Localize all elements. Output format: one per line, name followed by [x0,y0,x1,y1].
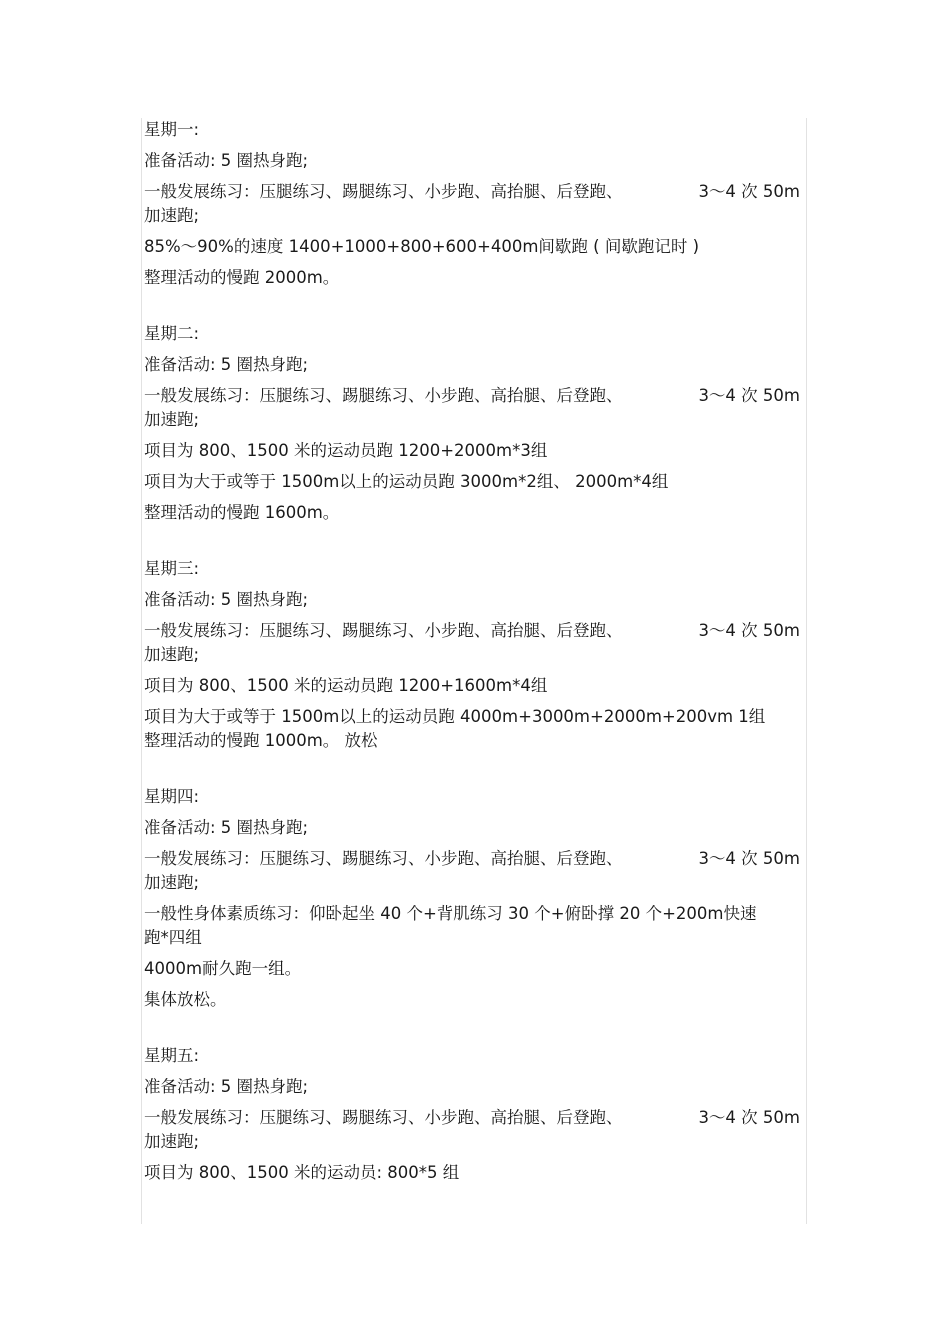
drill-reps: 3～4 次 50m [698,621,800,640]
drill-continuation: 加速跑; [144,206,200,225]
fitness-item-continuation: 跑*四组 [144,928,202,947]
drill-line [144,1106,800,1130]
training-item: 项目为大于或等于 1500m以上的运动员跑 3000m*2组、 2000m*4组 [144,472,669,491]
training-item: 整理活动的慢跑 2000m。 [144,268,340,287]
day-section-friday [144,1044,804,1185]
day-section-monday [144,118,804,290]
training-item: 项目为大于或等于 1500m以上的运动员跑 4000m+3000m+2000m+200vm 1组 [144,707,766,726]
drill-text: 一般发展练习：压腿练习、踢腿练习、小步跑、高抬腿、后登跑、 [144,1108,623,1127]
drill-reps: 3～4 次 50m [698,849,800,868]
training-item: 整理活动的慢跑 1600m。 [144,503,340,522]
drill-continuation: 加速跑; [144,645,200,664]
day-section-wednesday [144,557,804,753]
day-title: 星期四: [144,787,200,806]
drill-line [144,619,800,643]
drill-reps: 3～4 次 50m [698,386,800,405]
warmup-line: 准备活动: 5 圈热身跑; [144,1077,309,1096]
training-item: 项目为 800、1500 米的运动员: 800*5 组 [144,1163,460,1182]
drill-continuation: 加速跑; [144,873,200,892]
day-title: 星期三: [144,559,200,578]
day-title: 星期二: [144,324,200,343]
document-content [144,118,804,1185]
fitness-item: 一般性身体素质练习：仰卧起坐 40 个+背肌练习 30 个+俯卧撑 20 个+200m快速 [144,904,757,923]
day-title: 星期一: [144,120,200,139]
drill-reps: 3～4 次 50m [698,182,800,201]
page-edge-left [141,118,142,1224]
warmup-line: 准备活动: 5 圈热身跑; [144,355,309,374]
drill-line [144,180,800,204]
day-section-thursday [144,785,804,1012]
training-item: 项目为 800、1500 米的运动员跑 1200+1600m*4组 [144,676,548,695]
day-title: 星期五: [144,1046,200,1065]
drill-line [144,384,800,408]
drill-text: 一般发展练习：压腿练习、踢腿练习、小步跑、高抬腿、后登跑、 [144,621,623,640]
drill-continuation: 加速跑; [144,1132,200,1151]
drill-line [144,847,800,871]
day-section-tuesday [144,322,804,525]
warmup-line: 准备活动: 5 圈热身跑; [144,818,309,837]
drill-text: 一般发展练习：压腿练习、踢腿练习、小步跑、高抬腿、后登跑、 [144,849,623,868]
training-item: 4000m耐久跑一组。 [144,959,302,978]
training-item: 集体放松。 [144,990,227,1009]
drill-text: 一般发展练习：压腿练习、踢腿练习、小步跑、高抬腿、后登跑、 [144,386,623,405]
drill-reps: 3～4 次 50m [698,1108,800,1127]
warmup-line: 准备活动: 5 圈热身跑; [144,590,309,609]
page-edge-right [806,118,807,1224]
training-item: 85%～90%的速度 1400+1000+800+600+400m间歇跑 ( 间歇跑记时 ) [144,237,700,256]
drill-continuation: 加速跑; [144,410,200,429]
drill-text: 一般发展练习：压腿练习、踢腿练习、小步跑、高抬腿、后登跑、 [144,182,623,201]
training-item: 整理活动的慢跑 1000m。 放松 [144,731,378,750]
training-item: 项目为 800、1500 米的运动员跑 1200+2000m*3组 [144,441,548,460]
warmup-line: 准备活动: 5 圈热身跑; [144,151,309,170]
